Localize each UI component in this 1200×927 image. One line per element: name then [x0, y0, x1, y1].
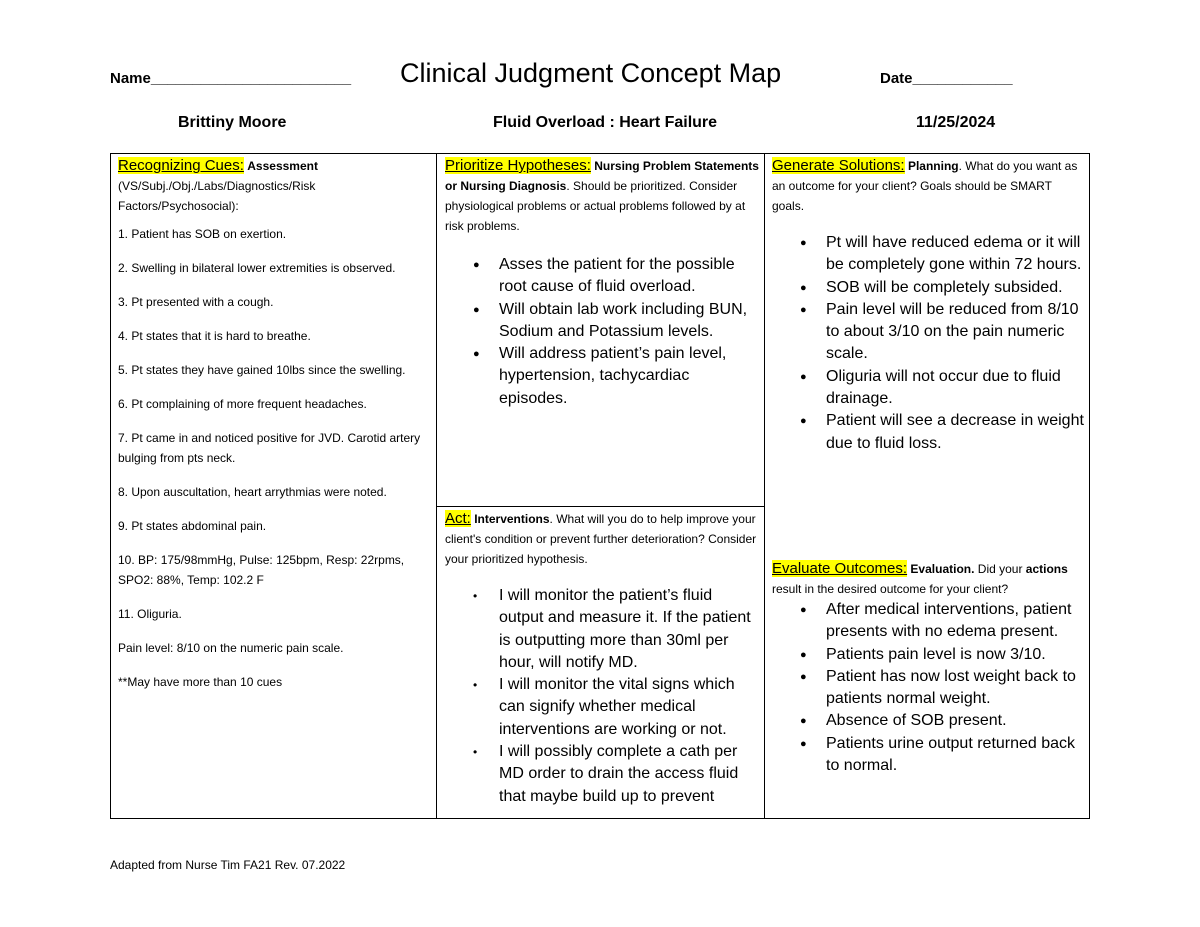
cue-item: 10. BP: 175/98mmHg, Pulse: 125bpm, Resp: 22rpms, SPO2: 88%, Temp: 102.2 F: [118, 553, 405, 587]
evaluate-outcomes-text-b: result in the desired outcome for your client?: [772, 582, 1009, 596]
list-item: ● Pt will have reduced edema or it will be completely gone within 72 hours.: [772, 232, 1086, 277]
grid-divider-2: [764, 154, 765, 818]
date-label: Date____________: [880, 70, 1013, 87]
act-subheading: Interventions: [474, 512, 550, 526]
recognizing-cues-section: [118, 156, 430, 706]
grid-divider-1: [436, 154, 437, 818]
cue-item: 6. Pt complaining of more frequent headaches.: [118, 397, 367, 411]
cue-item: 7. Pt came in and noticed positive for JVD. Carotid artery bulging from pts neck.: [118, 431, 421, 465]
cue-item: 3. Pt presented with a cough.: [118, 295, 274, 309]
list-item: ● Pain level will be reduced from 8/10 to about 3/10 on the pain numeric scale.: [772, 299, 1086, 366]
prioritize-hypotheses-subheading: Nursing Problem Statements or Nursing Diagnosis: [445, 159, 759, 193]
list-item: ● Oliguria will not occur due to fluid drainage.: [772, 366, 1086, 411]
list-item: ● Will address patient’s pain level, hypertension, tachycardiac episodes.: [445, 343, 761, 410]
generate-solutions-section: [772, 156, 1086, 455]
generate-solutions-heading: Generate Solutions:: [772, 157, 905, 174]
cue-item: 2. Swelling in bilateral lower extremities is observed.: [118, 261, 396, 275]
evaluate-outcomes-text-a: Did your: [974, 562, 1026, 576]
student-name: Brittiny Moore: [178, 114, 287, 131]
cue-item: 5. Pt states they have gained 10lbs since the swelling.: [118, 363, 406, 377]
recognizing-cues-intro: (VS/Subj./Obj./Labs/Diagnostics/Risk Factors/Psychosocial):: [118, 179, 316, 213]
evaluate-outcomes-heading: Evaluate Outcomes:: [772, 560, 908, 577]
cue-item: 9. Pt states abdominal pain.: [118, 519, 267, 533]
list-item: ● SOB will be completely subsided.: [772, 277, 1086, 299]
cue-item: 1. Patient has SOB on exertion.: [118, 227, 287, 241]
cue-item: 8. Upon auscultation, heart arrythmias were noted.: [118, 485, 387, 499]
name-label: Name________________________: [110, 70, 352, 87]
page-header: [110, 58, 1090, 92]
evaluate-outcomes-bold-word: actions: [1025, 562, 1068, 576]
prioritize-hypotheses-heading: Prioritize Hypotheses:: [445, 157, 591, 174]
list-item: ● Absence of SOB present.: [772, 710, 1086, 732]
hypotheses-list: [445, 254, 761, 410]
prioritize-hypotheses-section: [445, 156, 761, 410]
evaluate-outcomes-subheading: Evaluation.: [910, 562, 975, 576]
list-item: ● Will obtain lab work including BUN, Sodium and Potassium levels.: [445, 299, 761, 344]
cue-item: **May have more than 10 cues: [118, 675, 283, 689]
list-item: ● Patient has now lost weight back to patients normal weight.: [772, 666, 1086, 711]
act-text: . What will you do to help improve your client's condition or prevent further deterioration? Consider your prioritized hypothesis.: [445, 512, 757, 566]
cue-item: Pain level: 8/10 on the numeric pain scale.: [118, 641, 344, 655]
list-item: ● Asses the patient for the possible root cause of fluid overload.: [445, 254, 761, 299]
cue-item: 11. Oliguria.: [118, 607, 182, 621]
footer-note: Adapted from Nurse Tim FA21 Rev. 07.2022: [110, 858, 346, 872]
evaluate-outcomes-section: [772, 559, 1086, 777]
solutions-list: [772, 232, 1086, 455]
list-item: ● After medical interventions, patient presents with no edema present.: [772, 599, 1086, 644]
act-heading: Act:: [445, 510, 471, 527]
act-section: [445, 509, 761, 808]
list-item: ● Patient will see a decrease in weight due to fluid loss.: [772, 410, 1086, 455]
list-item: ● Patients pain level is now 3/10.: [772, 644, 1086, 666]
generate-solutions-subheading: Planning: [907, 159, 959, 173]
list-item: • I will monitor the patient’s fluid output and measure it. If the patient is outputting more than 30ml per hour, will notify MD.: [445, 585, 761, 674]
recognizing-cues-heading: Recognizing Cues:: [118, 157, 244, 174]
prioritize-hypotheses-text: . Should be prioritized. Consider physiological problems or actual problems followed by at risk problems.: [445, 179, 746, 233]
list-item: • I will monitor the vital signs which can signify whether medical interventions are working or not.: [445, 674, 761, 741]
list-item: ● Patients urine output returned back to normal.: [772, 733, 1086, 778]
grid-border-right: [1089, 154, 1090, 818]
generate-solutions-text: . What do you want as an outcome for your client? Goals should be SMART goals.: [772, 159, 1078, 213]
interventions-list: [445, 585, 761, 808]
concept-map-grid: [110, 153, 1090, 819]
grid-border-left: [110, 154, 111, 818]
map-date: 11/25/2024: [916, 114, 996, 131]
list-item: • I will possibly complete a cath per MD order to drain the access fluid that maybe build up to prevent: [445, 741, 761, 808]
outcomes-list: [772, 599, 1086, 777]
page-title: Clinical Judgment Concept Map: [400, 58, 782, 88]
grid-divider-middle: [436, 506, 764, 507]
recognizing-cues-subheading: Assessment: [247, 159, 318, 173]
cue-item: 4. Pt states that it is hard to breathe.: [118, 329, 311, 343]
topic-title: Fluid Overload : Heart Failure: [493, 114, 718, 131]
